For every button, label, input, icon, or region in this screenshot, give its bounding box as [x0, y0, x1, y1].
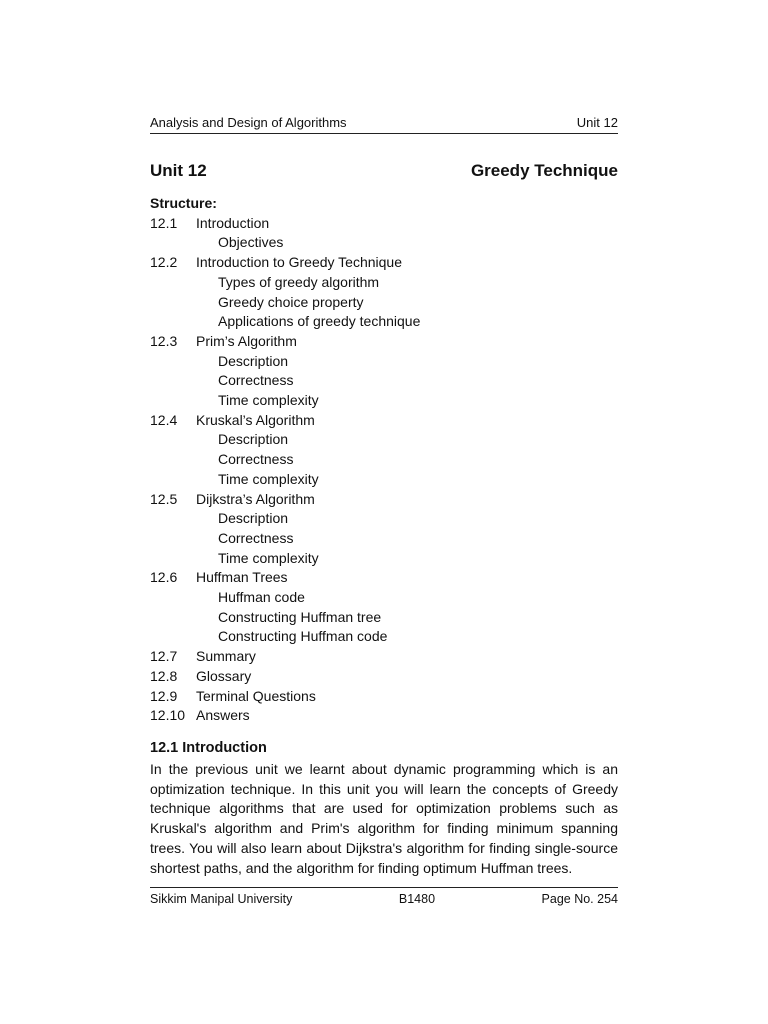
toc-section-number: 12.4 — [150, 411, 178, 428]
page-header — [150, 115, 618, 134]
toc-subsection: Objectives — [218, 234, 284, 251]
toc-section-number: 12.7 — [150, 648, 178, 665]
toc-subsection: Huffman code — [218, 589, 305, 606]
toc-section-title: Glossary — [196, 667, 252, 684]
toc-section-number: 12.1 — [150, 214, 178, 231]
toc-section — [150, 687, 420, 707]
toc-section — [150, 490, 420, 510]
toc-section — [150, 411, 420, 431]
unit-title: Greedy Technique — [470, 161, 618, 180]
footer-page-number: Page No. 254 — [541, 892, 618, 906]
toc-section — [150, 647, 420, 667]
footer-university: Sikkim Manipal University — [150, 892, 293, 906]
toc-section-title: Summary — [196, 648, 256, 665]
toc-subsection: Constructing Huffman tree — [218, 608, 382, 625]
toc-section-number: 12.9 — [150, 687, 178, 704]
section-title: 12.1 Introduction — [150, 740, 267, 756]
toc-list — [150, 214, 420, 726]
book-title: Analysis and Design of Algorithms — [150, 115, 347, 130]
toc-subsection: Description — [218, 431, 289, 448]
footer-code: B1480 — [398, 892, 436, 906]
toc-section — [150, 706, 420, 726]
toc-subsection: Time complexity — [218, 549, 319, 566]
toc-subsection: Constructing Huffman code — [218, 628, 388, 645]
unit-number: Unit 12 — [150, 161, 207, 180]
toc-subsection: Types of greedy algorithm — [218, 273, 380, 290]
toc-section-number: 12.2 — [150, 254, 178, 271]
toc-section-title: Prim’s Algorithm — [196, 332, 297, 349]
toc-subsection: Description — [218, 510, 289, 527]
toc-section-title: Introduction — [196, 214, 270, 231]
toc-subsection: Greedy choice property — [218, 293, 364, 310]
structure-toc — [150, 194, 420, 726]
toc-subsection: Time complexity — [218, 470, 319, 487]
toc-section — [150, 667, 420, 687]
toc-subsection: Description — [218, 352, 289, 369]
toc-section-title: Introduction to Greedy Technique — [196, 254, 402, 271]
toc-subsection: Time complexity — [218, 392, 319, 409]
toc-section-title: Dijkstra’s Algorithm — [196, 490, 315, 507]
toc-section — [150, 253, 420, 273]
toc-section-number: 12.3 — [150, 332, 178, 349]
toc-section-title: Huffman Trees — [196, 569, 288, 586]
toc-subsection: Correctness — [218, 529, 294, 546]
intro-paragraph: In the previous unit we learnt about dynamic programming which is an optimization technique. In this unit you will learn the concepts of Greedy technique algorithms that are used for optimization problems such as Kruskal's algorithm and Prim's algorithm for finding minimum spanning trees. You will also learn about Dijkstra's algorithm for finding single-source shortest paths, and the algorithm for finding optimum Huffman trees. — [150, 761, 618, 876]
toc-section-title: Kruskal’s Algorithm — [196, 411, 315, 428]
structure-title: Structure: — [150, 195, 217, 211]
toc-section-number: 12.10 — [150, 707, 186, 724]
toc-section-title: Terminal Questions — [196, 687, 316, 704]
page-footer — [150, 887, 618, 906]
toc-section-number: 12.6 — [150, 569, 178, 586]
toc-section — [150, 332, 420, 352]
toc-section — [150, 214, 420, 234]
toc-section-number: 12.8 — [150, 667, 178, 684]
toc-section — [150, 568, 420, 588]
toc-subsection: Correctness — [218, 451, 294, 468]
toc-section-title: Answers — [196, 707, 250, 724]
unit-heading — [150, 161, 618, 181]
toc-section-number: 12.5 — [150, 490, 178, 507]
header-unit-label: Unit 12 — [576, 115, 618, 130]
toc-subsection: Applications of greedy technique — [218, 313, 421, 330]
toc-subsection: Correctness — [218, 372, 294, 389]
